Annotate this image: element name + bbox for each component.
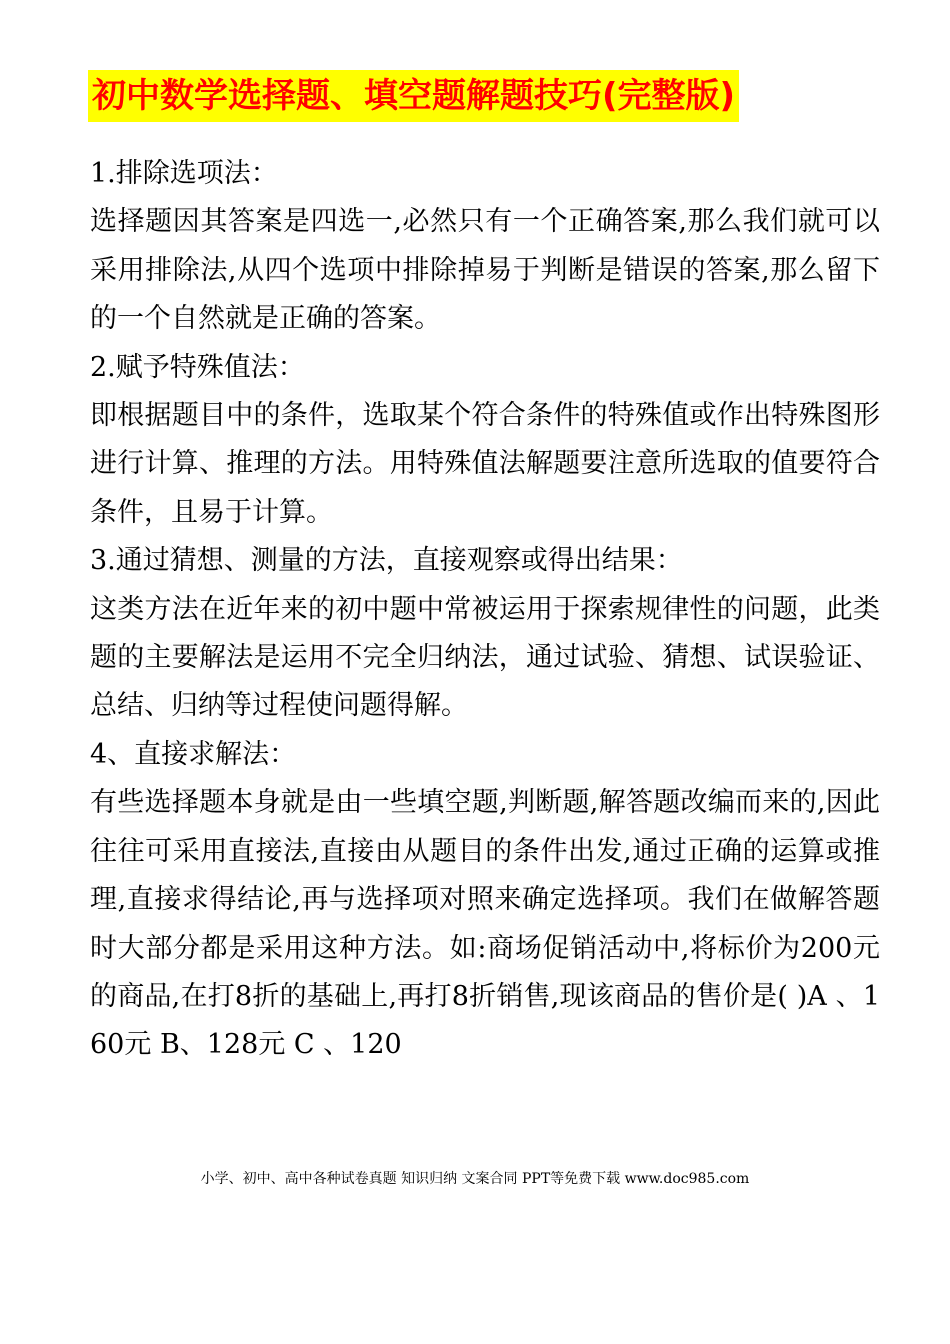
page-footer: 小学、初中、高中各种试卷真题 知识归纳 文案合同 PPT等免费下载 www.doc985.com: [200, 1171, 750, 1187]
section-heading-4: 4、直接求解法：: [90, 738, 297, 770]
section-heading-1: 1.排除选项法：: [90, 158, 278, 189]
section-body-3: 这类方法在近年来的初中题中常被运用于探索规律性的问题，此类题的主要解法是运用不完全归纳法，通过试验、猜想、试误验证、总结、归纳等过程使问题得解。: [90, 593, 880, 722]
document-title: 初中数学选择题、填空题解题技巧(完整版): [88, 70, 739, 122]
section-heading-2: 2.赋予特殊值法：: [90, 351, 305, 383]
section-body-1: 选择题因其答案是四选一,必然只有一个正确答案,那么我们就可以采用排除法,从四个选项中排除掉易于判断是错误的答案,那么留下的一个自然就是正确的答案。: [90, 206, 880, 335]
document-body: [90, 150, 880, 1070]
section-heading-3: 3.通过猜想、测量的方法，直接观察或得出结果：: [90, 545, 683, 577]
section-body-2: 即根据题目中的条件，选取某个符合条件的特殊值或作出特殊图形进行计算、推理的方法。用特殊值法解题要注意所选取的值要符合条件，且易于计算。: [90, 400, 880, 528]
section-body-4: 有些选择题本身就是由一些填空题,判断题,解答题改编而来的,因此往往可采用直接法,直接由从题目的条件出发,通过正确的运算或推理,直接求得结论,再与选择项对照来确定选择项。我们在做解答题时大部分都是采用这种方法。如:商场促销活动中,将标价为200元的商品,在打8折的基础上,再打8折销售,现该商品的售价是( )A 、160元 B、128元 C 、120: [90, 787, 880, 1061]
